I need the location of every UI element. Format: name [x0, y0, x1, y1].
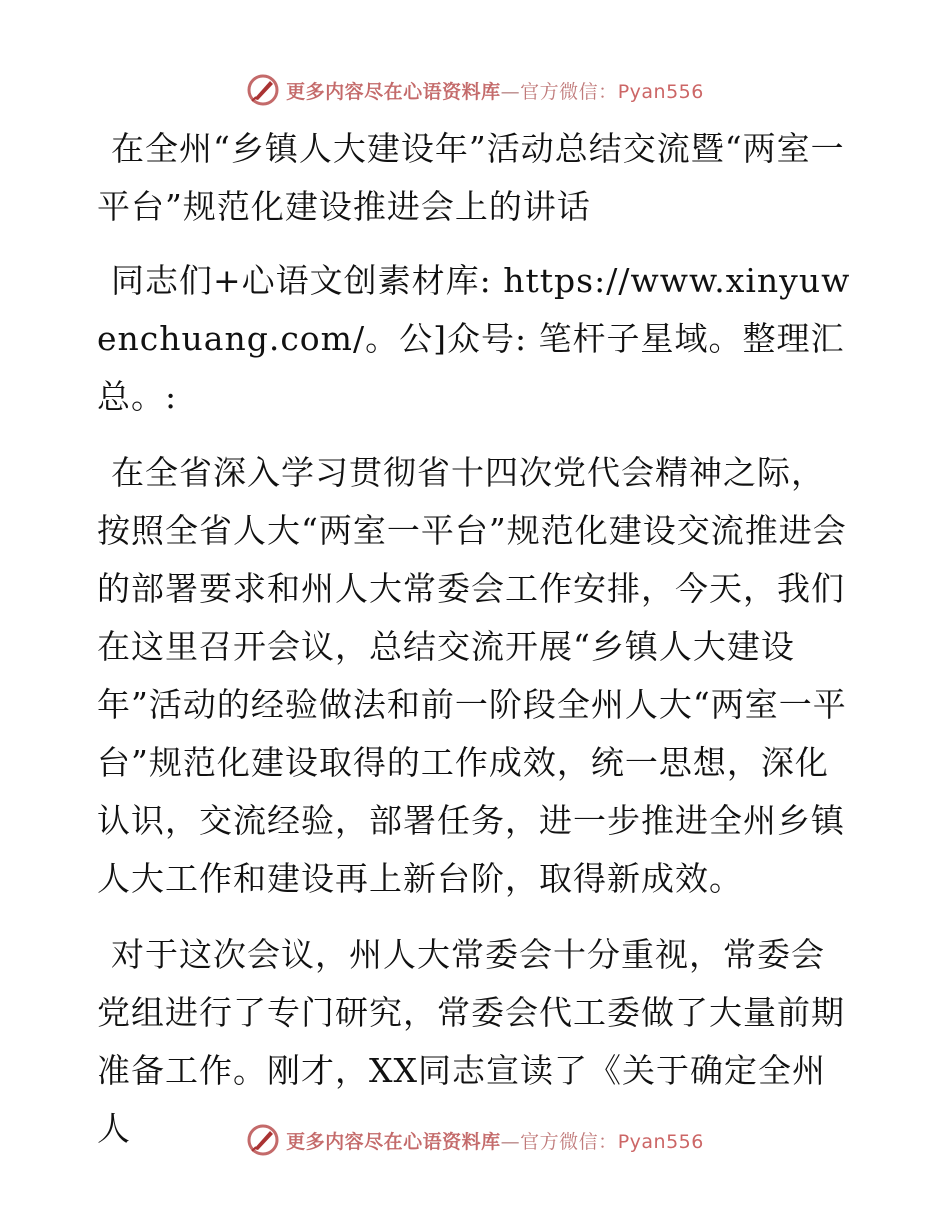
watermark-separator: —	[500, 1130, 521, 1153]
paragraph-1: 同志们+心语文创素材库: https://www.xinyuwenchuang.com/。公]众号: 笔杆子星域。整理汇总。:	[97, 261, 851, 416]
watermark-text	[286, 77, 704, 104]
footer-watermark	[0, 1120, 950, 1160]
header-watermark	[0, 70, 950, 110]
watermark-id: Pyan556	[617, 80, 704, 103]
watermark-id: Pyan556	[617, 1130, 704, 1153]
watermark-separator: —	[500, 80, 521, 103]
paragraph-3: 对于这次会议，州人大常委会十分重视，常委会党组进行了专门研究，常委会代工委做了大量前期准备工作。刚才，XX同志宣读了《关于确定全州人	[97, 935, 845, 1148]
watermark-official: 官方微信：	[520, 1130, 618, 1153]
quill-logo-icon	[246, 1123, 280, 1157]
quill-logo-icon	[246, 73, 280, 107]
paragraph-2: 在全省深入学习贯彻省十四次党代会精神之际，按照全省人大“两室一平台”规范化建设交流推进会的部署要求和州人大常委会工作安排，今天，我们在这里召开会议，总结交流开展“乡镇人大建设年”活动的经验做法和前一阶段全州人大“两室一平台”规范化建设取得的工作成效，统一思想，深化认识，交流经验，部署任务，进一步推进全州乡镇人大工作和建设再上新台阶，取得新成效。	[97, 453, 847, 898]
document-title: 在全州“乡镇人大建设年”活动总结交流暨“两室一平台”规范化建设推进会上的讲话	[97, 129, 845, 226]
watermark-text	[286, 1127, 704, 1154]
watermark-main: 更多内容尽在心语资料库	[286, 80, 501, 103]
document-body	[97, 120, 857, 1176]
watermark-main: 更多内容尽在心语资料库	[286, 1130, 501, 1153]
watermark-official: 官方微信：	[520, 80, 618, 103]
